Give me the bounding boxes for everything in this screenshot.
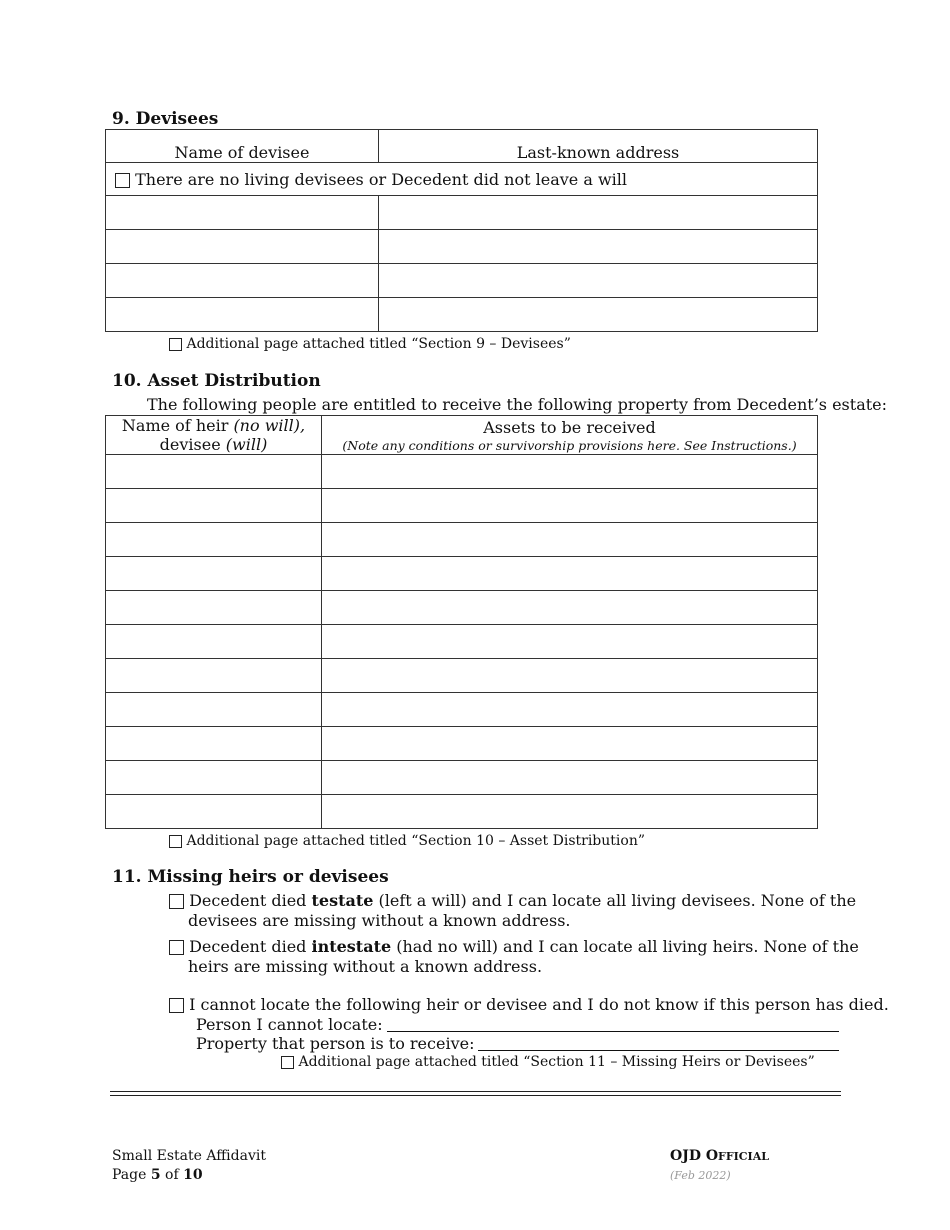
testate-option: Decedent died testate (left a will) and I can locate all living devisees. None of the devisees are missing without a known address. bbox=[169, 891, 856, 931]
table-row bbox=[106, 298, 818, 332]
col-header-heir-name: Name of heir (no will), devisee (will) bbox=[106, 416, 322, 455]
heir-name-cell[interactable] bbox=[106, 761, 322, 795]
testate-checkbox[interactable] bbox=[169, 894, 184, 909]
table-row bbox=[106, 795, 818, 829]
devisee-name-cell[interactable] bbox=[106, 264, 379, 298]
devisee-name-cell[interactable] bbox=[106, 230, 379, 264]
cannot-locate-option bbox=[169, 995, 889, 1015]
table-row bbox=[106, 591, 818, 625]
section-11-heading: 11. Missing heirs or devisees bbox=[112, 867, 389, 887]
s11-attached-label: Additional page attached titled “Section 11 – Missing Heirs or Devisees” bbox=[298, 1054, 815, 1070]
no-devisees-row bbox=[106, 163, 818, 196]
heir-name-cell[interactable] bbox=[106, 625, 322, 659]
assets-cell[interactable] bbox=[322, 455, 818, 489]
heir-name-cell[interactable] bbox=[106, 455, 322, 489]
table-row bbox=[106, 523, 818, 557]
col-header-last-known-address: Last-known address bbox=[379, 130, 818, 163]
assets-cell[interactable] bbox=[322, 727, 818, 761]
table-row bbox=[106, 230, 818, 264]
s11-attached-row bbox=[281, 1054, 815, 1070]
assets-cell[interactable] bbox=[322, 523, 818, 557]
table-row bbox=[106, 264, 818, 298]
assets-cell[interactable] bbox=[322, 557, 818, 591]
footer-left bbox=[112, 1147, 266, 1185]
s9-attached-label: Additional page attached titled “Section 9 – Devisees” bbox=[186, 336, 571, 352]
table-row bbox=[106, 455, 818, 489]
footer-divider bbox=[110, 1091, 841, 1096]
devisee-name-cell[interactable] bbox=[106, 196, 379, 230]
assets-cell[interactable] bbox=[322, 795, 818, 829]
property-to-receive-field[interactable] bbox=[478, 1034, 839, 1051]
heir-name-cell[interactable] bbox=[106, 523, 322, 557]
s10-attached-label: Additional page attached titled “Section 10 – Asset Distribution” bbox=[186, 833, 645, 849]
intestate-checkbox[interactable] bbox=[169, 940, 184, 955]
table-row bbox=[106, 727, 818, 761]
person-cannot-locate-row bbox=[196, 1015, 839, 1034]
no-devisees-label: There are no living devisees or Decedent did not leave a will bbox=[135, 169, 627, 189]
devisee-address-cell[interactable] bbox=[379, 264, 818, 298]
heir-name-cell[interactable] bbox=[106, 557, 322, 591]
footer-right bbox=[670, 1147, 769, 1185]
assets-cell[interactable] bbox=[322, 659, 818, 693]
person-cannot-locate-field[interactable] bbox=[387, 1015, 839, 1032]
table-row bbox=[106, 659, 818, 693]
devisee-address-cell[interactable] bbox=[379, 230, 818, 264]
heir-name-cell[interactable] bbox=[106, 795, 322, 829]
devisee-address-cell[interactable] bbox=[379, 196, 818, 230]
cannot-locate-label: I cannot locate the following heir or devisee and I do not know if this person has died. bbox=[189, 995, 889, 1014]
heir-name-cell[interactable] bbox=[106, 489, 322, 523]
s10-attached-checkbox[interactable] bbox=[169, 835, 182, 848]
form-revision-date: (Feb 2022) bbox=[670, 1169, 731, 1182]
devisee-address-cell[interactable] bbox=[379, 298, 818, 332]
section-10-heading: 10. Asset Distribution bbox=[112, 371, 321, 391]
assets-cell[interactable] bbox=[322, 693, 818, 727]
table-row bbox=[106, 557, 818, 591]
property-to-receive-label: Property that person is to receive: bbox=[196, 1034, 475, 1053]
col-header-name-of-devisee: Name of devisee bbox=[106, 130, 379, 163]
no-devisees-checkbox[interactable] bbox=[115, 173, 130, 188]
section-9-heading: 9. Devisees bbox=[112, 109, 219, 129]
heir-name-cell[interactable] bbox=[106, 659, 322, 693]
assets-cell[interactable] bbox=[322, 489, 818, 523]
table-row bbox=[106, 761, 818, 795]
table-row bbox=[106, 693, 818, 727]
devisee-name-cell[interactable] bbox=[106, 298, 379, 332]
devisees-table bbox=[105, 129, 818, 332]
assets-cell[interactable] bbox=[322, 625, 818, 659]
property-to-receive-row bbox=[196, 1034, 839, 1053]
table-row bbox=[106, 196, 818, 230]
assets-cell[interactable] bbox=[322, 591, 818, 625]
heir-name-cell[interactable] bbox=[106, 693, 322, 727]
ojd-official-brand: OJD OFFICIAL bbox=[670, 1148, 769, 1164]
cannot-locate-checkbox[interactable] bbox=[169, 998, 184, 1013]
s10-attached-row bbox=[169, 833, 645, 849]
person-cannot-locate-label: Person I cannot locate: bbox=[196, 1015, 383, 1034]
s11-attached-checkbox[interactable] bbox=[281, 1056, 294, 1069]
form-name: Small Estate Affidavit bbox=[112, 1148, 266, 1164]
s9-attached-checkbox[interactable] bbox=[169, 338, 182, 351]
asset-distribution-table bbox=[105, 415, 818, 829]
assets-cell[interactable] bbox=[322, 761, 818, 795]
table-row bbox=[106, 625, 818, 659]
s10-intro: The following people are entitled to receive the following property from Decedent’s estate: bbox=[147, 395, 888, 414]
s9-attached-row bbox=[169, 336, 571, 352]
heir-name-cell[interactable] bbox=[106, 591, 322, 625]
intestate-option: Decedent died intestate (had no will) and I can locate all living heirs. None of the heirs are missing without a known address. bbox=[169, 937, 859, 977]
col-header-assets: Assets to be received (Note any conditions or survivorship provisions here. See Instructions.) bbox=[322, 416, 818, 455]
table-row bbox=[106, 489, 818, 523]
heir-name-cell[interactable] bbox=[106, 727, 322, 761]
page-number: Page 5 of 10 bbox=[112, 1167, 203, 1183]
